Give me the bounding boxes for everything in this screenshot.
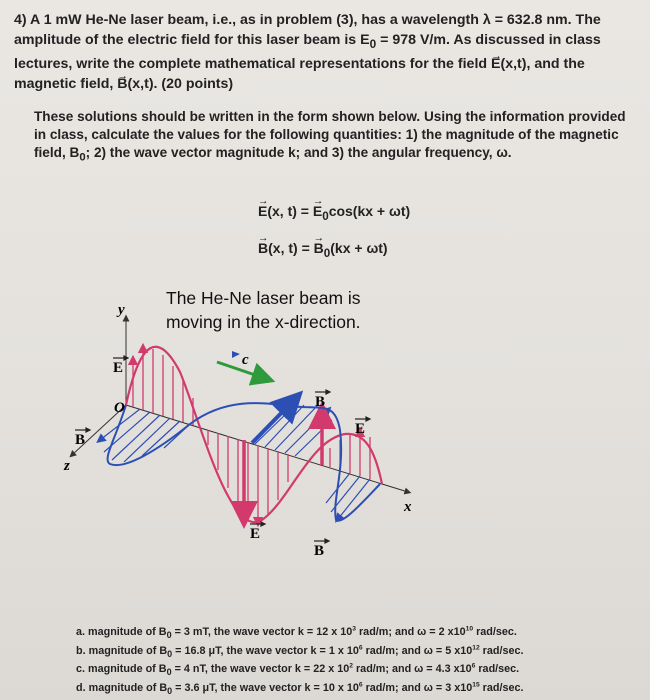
x-axis-label: x xyxy=(404,499,412,515)
b-label-bottom: B xyxy=(314,543,325,559)
equation-part: (x, t) = xyxy=(268,240,314,256)
b-vector-symbol: → B xyxy=(314,240,324,256)
subscript: 0 xyxy=(322,209,329,223)
origin-label: O xyxy=(114,400,125,416)
instructions-text-part: ; 2) the wave vector magnitude k; and 3) the angular frequency, ω. xyxy=(85,145,512,160)
subscript: 0 xyxy=(79,151,86,164)
problem-text-part: 4) A 1 mW He-Ne laser beam, i.e., as in problem (3), has a wavelength λ = 632.8 nm. The amplitude of the electric field for this laser beam is E xyxy=(14,12,601,48)
e-vector-symbol: → E xyxy=(491,54,500,74)
answer-option-b[interactable]: b. magnitude of $B_0 = 16.8$ μT, the wave vector k = 1 x $10^6$ rad/m; and ω = 5 $x10^{12}$ rad/sec. xyxy=(76,643,524,659)
e-label-bottom: E xyxy=(250,526,261,542)
propagation-arrow xyxy=(217,362,264,378)
caption-line: moving in the x-direction. xyxy=(166,312,361,332)
problem-text-part: = 978 V/m. As discussed in class lectures, write the complete mathematical representations for the field xyxy=(14,32,601,72)
e-vector-symbol: → E xyxy=(313,203,322,219)
label-vector-bars xyxy=(75,356,370,543)
e-vector-symbol: → E xyxy=(258,203,267,219)
caption-line: The He-Ne laser beam is xyxy=(166,288,361,308)
small-arrow-icon xyxy=(232,351,240,358)
equation-part: (x, t) = xyxy=(267,203,313,219)
answer-option-a[interactable]: a. magnitude of $B_0 = 3$ mT, the wave vector k = 12 x $10^3$ rad/m; and ω = 2 $x10^{10}$ rad/sec. xyxy=(76,625,517,641)
speed-of-light-label: c xyxy=(242,352,249,368)
problem-text-part: (x,t), and the magnetic field, xyxy=(14,55,585,92)
answer-option-d[interactable]: d. magnitude of $B_0 = 3.6$ μT, the wave vector k = 10 x $10^6$ rad/m; and ω = 3 $x10^{15}$ rad/sec. xyxy=(76,681,524,697)
diagram-labels xyxy=(63,302,412,559)
equation-part: (kx + ωt) xyxy=(330,240,388,256)
equation-part: cos(kx + ωt) xyxy=(328,203,411,219)
e-label-right: E xyxy=(355,421,366,437)
b-vector-symbol: → B xyxy=(117,74,127,94)
y-axis-label: y xyxy=(118,302,125,318)
b-vector-symbol: → B xyxy=(258,240,268,256)
subscript: 0 xyxy=(369,36,377,51)
b-label-mid: B xyxy=(315,394,326,410)
e-label-left: E xyxy=(113,360,124,376)
z-axis-label: z xyxy=(64,458,70,474)
b-label-left: B xyxy=(75,432,86,448)
instructions-text-part: These solutions should be written in the form shown below. Using the information provided in class, calculate the values for the following quantities: 1) the magnitude of the magnetic field, B xyxy=(34,109,626,160)
answer-choices xyxy=(76,625,646,700)
subscript: 0 xyxy=(323,246,331,260)
answer-option-c[interactable]: c. magnitude of $B_0 = 4$ nT, the wave vector k = 22 x $10^2$ rad/m; and ω = 4.3 $x10^6$ rad/sec. xyxy=(76,662,520,678)
problem-text-part: (x,t). (20 points) xyxy=(127,75,234,92)
